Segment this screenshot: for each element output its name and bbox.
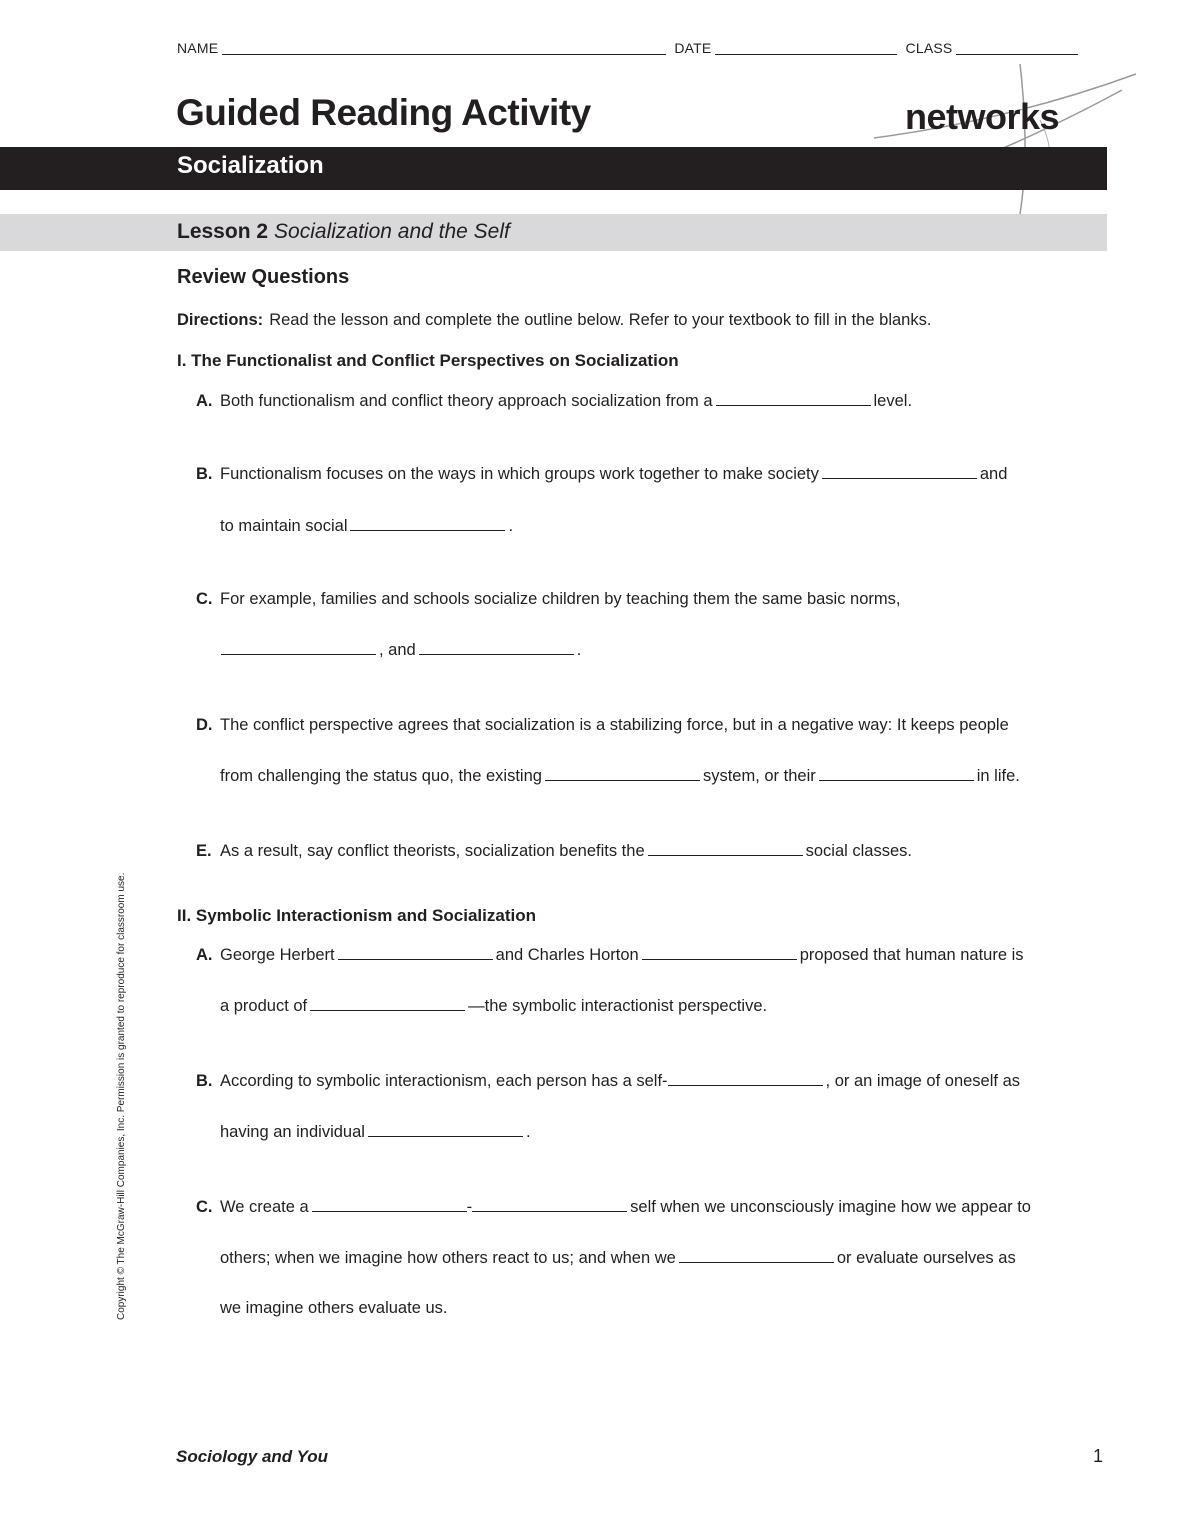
blank-field[interactable]	[312, 1198, 467, 1212]
copyright-notice: Copyright © The McGraw-Hill Companies, Inc. Permission is granted to reproduce for classroom use.	[116, 872, 127, 1320]
question-text: we imagine others evaluate us.	[220, 1299, 448, 1317]
name-field[interactable]	[222, 40, 666, 55]
question-label: B.	[196, 1072, 213, 1090]
lesson-name: Socialization and the Self	[274, 220, 510, 243]
question-text: According to symbolic interactionism, each person has a self-	[220, 1072, 668, 1090]
question-text: in life.	[976, 767, 1020, 785]
blank-field[interactable]	[338, 946, 493, 960]
question-label: C.	[196, 1198, 213, 1216]
blank-field[interactable]	[310, 997, 465, 1011]
question-label: B.	[196, 465, 213, 483]
question-text: Functionalism focuses on the ways in which groups work together to make society	[220, 465, 819, 483]
question-label: C.	[196, 590, 213, 608]
question-2c-cont	[220, 1249, 1016, 1268]
question-1b-cont	[220, 517, 513, 536]
footer-book-title: Sociology and You	[176, 1447, 329, 1466]
name-label: NAME	[177, 40, 219, 56]
date-field[interactable]	[715, 40, 897, 55]
question-text: .	[508, 517, 514, 535]
section-2-heading: II. Symbolic Interactionism and Socialization	[177, 906, 536, 925]
question-text: to maintain social	[220, 517, 348, 535]
chapter-bar	[0, 147, 1107, 190]
question-text: self when we unconsciously imagine how we appear to	[630, 1198, 1031, 1216]
blank-field[interactable]	[472, 1198, 627, 1212]
question-text: others; when we imagine how others react to us; and when we	[220, 1249, 676, 1267]
question-text: a product of	[220, 997, 308, 1015]
question-text: social classes.	[805, 842, 912, 860]
question-text: and Charles Horton	[495, 946, 639, 964]
question-label: E.	[196, 842, 212, 860]
question-text: level.	[873, 392, 913, 410]
blank-field[interactable]	[648, 842, 803, 856]
question-text: .	[525, 1123, 531, 1141]
question-text: For example, families and schools socialize children by teaching them the same basic norms,	[220, 590, 901, 608]
question-text: , and	[379, 641, 416, 659]
class-field[interactable]	[956, 40, 1078, 55]
blank-field[interactable]	[668, 1072, 823, 1086]
directions-label: Directions:	[177, 311, 264, 329]
question-text: , or an image of oneself as	[825, 1072, 1020, 1090]
question-1e	[196, 842, 912, 861]
question-text: system, or their	[702, 767, 816, 785]
blank-field[interactable]	[350, 517, 505, 531]
question-text: proposed that human nature is	[799, 946, 1024, 964]
directions	[177, 311, 931, 330]
question-text: .	[576, 641, 582, 659]
question-2a	[196, 946, 1024, 965]
question-text: The conflict perspective agrees that socialization is a stabilizing force, but in a negative way: It keeps people	[220, 716, 1009, 734]
lesson-bar	[0, 214, 1107, 251]
question-text: having an individual	[220, 1123, 365, 1141]
networks-logo: networks	[905, 96, 1060, 137]
blank-field[interactable]	[221, 641, 376, 655]
question-1d-cont	[220, 767, 1020, 786]
question-text: Both functionalism and conflict theory approach socialization from a	[220, 392, 713, 410]
question-1c-cont	[218, 641, 581, 660]
question-2a-cont	[220, 997, 767, 1016]
question-label: D.	[196, 716, 213, 734]
student-info-line	[177, 40, 1107, 56]
question-text: -	[466, 1198, 473, 1216]
blank-field[interactable]	[679, 1249, 834, 1263]
question-1d	[196, 716, 1009, 735]
chapter-title: Socialization	[177, 152, 324, 179]
question-2b	[196, 1072, 1020, 1091]
section-1-heading: I. The Functionalist and Conflict Perspectives on Socialization	[177, 351, 679, 370]
blank-field[interactable]	[368, 1123, 523, 1137]
question-1b	[196, 465, 1007, 484]
question-label: A.	[196, 946, 213, 964]
blank-field[interactable]	[716, 392, 871, 406]
question-text: from challenging the status quo, the existing	[220, 767, 542, 785]
page-number: 1	[1093, 1446, 1104, 1466]
question-text: George Herbert	[220, 946, 335, 964]
question-1a	[196, 392, 912, 411]
directions-text: Read the lesson and complete the outline below. Refer to your textbook to fill in the blanks.	[269, 311, 932, 329]
lesson-number: Lesson 2	[177, 220, 269, 243]
question-text: or evaluate ourselves as	[836, 1249, 1016, 1267]
question-2c	[196, 1198, 1031, 1217]
networks-logo-art	[860, 60, 1150, 220]
blank-field[interactable]	[642, 946, 797, 960]
blank-field[interactable]	[545, 767, 700, 781]
question-label: A.	[196, 392, 213, 410]
question-2b-cont	[220, 1123, 531, 1142]
question-text: As a result, say conflict theorists, socialization benefits the	[220, 842, 645, 860]
question-text: We create a	[220, 1198, 309, 1216]
question-2c-cont2	[220, 1299, 447, 1318]
class-label: CLASS	[905, 40, 953, 56]
question-1c	[196, 590, 900, 609]
date-label: DATE	[674, 40, 712, 56]
page-title: Guided Reading Activity	[176, 92, 591, 133]
blank-field[interactable]	[822, 465, 977, 479]
blank-field[interactable]	[819, 767, 974, 781]
blank-field[interactable]	[419, 641, 574, 655]
review-heading: Review Questions	[177, 266, 350, 288]
lesson-heading	[177, 220, 510, 244]
question-text: —the symbolic interactionist perspective.	[468, 997, 768, 1015]
question-text: and	[979, 465, 1008, 483]
